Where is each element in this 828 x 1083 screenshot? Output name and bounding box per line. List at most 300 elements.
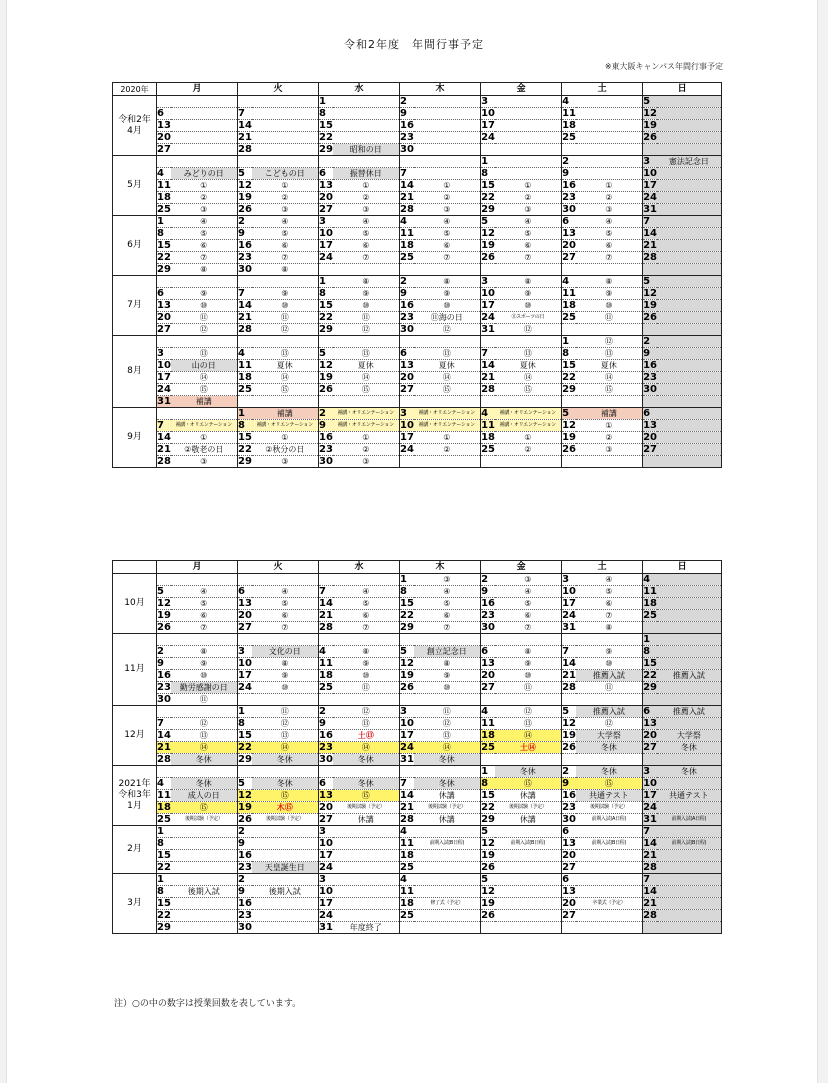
day-number-mon: 19: [157, 610, 171, 621]
day-number-fri: 12: [481, 228, 495, 239]
day-event-wed: 冬休: [333, 778, 400, 790]
day-event-wed: ⑤: [333, 598, 400, 610]
day-event-tue: ⑧: [252, 658, 319, 670]
day-event-fri: ①: [495, 432, 562, 444]
week-row: [113, 898, 722, 910]
day-event-thu: 夏休: [414, 360, 481, 372]
month-label: 令和3年: [118, 790, 151, 800]
day-event-fri: ⑨: [495, 288, 562, 300]
week-row: [113, 862, 722, 874]
day-number-tue: 19: [238, 192, 252, 203]
day-number-sat: 14: [562, 658, 576, 669]
day-number-wed: 25: [319, 682, 333, 693]
day-event-fri: ③: [495, 204, 562, 216]
day-event-sun: [657, 396, 722, 408]
year-header-cell: 2020年: [113, 83, 157, 96]
day-event-wed: ⑪: [333, 312, 400, 324]
day-event-sun: [657, 922, 722, 934]
header-wed: 水: [319, 83, 400, 96]
day-number-tue: [238, 276, 252, 288]
day-number-sat: 23: [562, 192, 576, 203]
day-event-thu: 休講: [414, 790, 481, 802]
day-event-fri: [495, 826, 562, 838]
day-number-tue: 8: [238, 420, 252, 432]
day-number-sat: 20: [562, 898, 576, 909]
day-number-fri: 9: [481, 586, 495, 598]
day-event-thu: ⑩: [414, 300, 481, 312]
day-event-sun: 冬休: [657, 742, 722, 754]
day-event-sat: ⑥: [576, 240, 643, 252]
day-number-fri: 7: [481, 348, 495, 360]
day-number-sun: 7: [643, 826, 657, 838]
day-number-fri: 28: [481, 384, 495, 395]
day-event-sun: [657, 288, 722, 300]
day-number-sun: [643, 622, 657, 634]
day-event-wed: [333, 132, 400, 144]
day-number-tue: 28: [238, 324, 252, 335]
day-event-sun: [657, 910, 722, 922]
day-event-sat: ⑮: [576, 384, 643, 396]
day-number-tue: 3: [238, 646, 252, 658]
day-event-sun: [657, 694, 722, 706]
day-event-sat: 卒業式（予定）: [576, 898, 643, 910]
day-event-sun: [657, 180, 722, 192]
day-event-sun: [657, 300, 722, 312]
day-number-mon: 20: [157, 132, 171, 143]
day-event-thu: ⑮: [414, 384, 481, 396]
day-number-sat: 29: [562, 384, 576, 395]
header-thu: 木: [400, 561, 481, 574]
week-row: [113, 814, 722, 826]
week-row: [113, 718, 722, 730]
day-number-sat: 16: [562, 180, 576, 191]
day-number-wed: 7: [319, 586, 333, 598]
day-event-sat: ⑭: [576, 372, 643, 384]
day-event-sat: ⑩: [576, 658, 643, 670]
day-number-mon: [157, 408, 171, 420]
day-number-sat: 2: [562, 156, 576, 168]
day-event-tue: ⑦: [252, 252, 319, 264]
day-event-thu: ⑨: [414, 670, 481, 682]
day-event-mon: ⑦: [171, 252, 238, 264]
year-header-cell: [113, 561, 157, 574]
day-event-sun: [657, 168, 722, 180]
day-event-tue: ⑫: [252, 324, 319, 336]
day-event-sun: 共通テスト: [657, 790, 722, 802]
day-number-wed: [319, 694, 333, 706]
day-number-fri: 3: [481, 96, 495, 108]
day-number-sun: 28: [643, 252, 657, 263]
day-number-sun: 3: [643, 766, 657, 778]
day-event-tue: [252, 766, 319, 778]
week-row: [113, 658, 722, 670]
day-event-sat: [576, 754, 643, 766]
day-event-tue: [252, 132, 319, 144]
day-number-wed: 16: [319, 432, 333, 443]
day-event-sat: ④: [576, 216, 643, 228]
day-event-mon: 後期入試: [171, 886, 238, 898]
day-event-thu: [414, 886, 481, 898]
day-number-sat: 9: [562, 778, 576, 790]
day-event-sun: [657, 682, 722, 694]
day-number-mon: 1: [157, 216, 171, 228]
week-row: [113, 586, 722, 598]
day-event-mon: [171, 898, 238, 910]
day-event-sun: [657, 862, 722, 874]
day-number-fri: 11: [481, 420, 495, 431]
day-number-sun: 19: [643, 120, 657, 131]
day-event-sat: [576, 456, 643, 468]
day-event-fri: ⑤: [495, 598, 562, 610]
day-number-sun: 13: [643, 420, 657, 431]
day-number-sun: 10: [643, 168, 657, 179]
day-number-fri: [481, 694, 495, 706]
day-number-sun: 27: [643, 742, 657, 753]
day-number-mon: 6: [157, 288, 171, 300]
day-event-sat: [576, 850, 643, 862]
day-number-fri: 14: [481, 360, 495, 371]
day-number-thu: 21: [400, 192, 414, 203]
day-event-tue: [252, 144, 319, 156]
day-number-thu: 14: [400, 180, 414, 191]
day-number-thu: 9: [400, 108, 414, 120]
day-number-fri: [481, 336, 495, 348]
day-event-sat: ④: [576, 574, 643, 586]
day-event-sun: [657, 658, 722, 670]
week-row: [113, 766, 722, 778]
day-event-wed: ⑨: [333, 288, 400, 300]
month-label: 7月: [127, 300, 142, 310]
day-event-thu: ②: [414, 192, 481, 204]
day-number-thu: 5: [400, 646, 414, 658]
day-event-wed: ⑧: [333, 646, 400, 658]
day-event-fri: [495, 922, 562, 934]
day-event-fri: ①: [495, 180, 562, 192]
day-event-tue: [252, 838, 319, 850]
day-number-thu: [400, 922, 414, 934]
day-number-sun: [643, 264, 657, 276]
day-number-fri: 1: [481, 156, 495, 168]
day-event-thu: 修了式（予定）: [414, 898, 481, 910]
day-number-wed: 11: [319, 658, 333, 669]
day-event-thu: [414, 120, 481, 132]
day-number-fri: 12: [481, 838, 495, 849]
day-event-wed: ④: [333, 586, 400, 598]
day-number-mon: 15: [157, 898, 171, 909]
day-number-sat: 18: [562, 120, 576, 131]
day-event-sun: 前期入試(B日程): [657, 838, 722, 850]
day-number-sun: 15: [643, 658, 657, 669]
day-event-mon: ③: [171, 456, 238, 468]
day-number-wed: 12: [319, 360, 333, 371]
day-event-tue: ⑮: [252, 384, 319, 396]
day-number-sun: 21: [643, 850, 657, 861]
month-label: 2月: [127, 844, 142, 854]
day-event-tue: ①: [252, 432, 319, 444]
day-event-fri: [495, 754, 562, 766]
day-number-thu: 22: [400, 610, 414, 621]
day-number-sat: [562, 754, 576, 766]
day-event-wed: [333, 396, 400, 408]
day-number-sun: 30: [643, 384, 657, 395]
day-event-thu: [414, 396, 481, 408]
day-number-thu: [400, 694, 414, 706]
day-number-mon: 23: [157, 682, 171, 693]
day-event-mon: 成人の日: [171, 790, 238, 802]
day-event-sat: [576, 886, 643, 898]
day-number-thu: 11: [400, 228, 414, 239]
day-number-sat: 20: [562, 240, 576, 251]
day-event-fri: ⑦: [495, 622, 562, 634]
day-event-thu: 冬休: [414, 778, 481, 790]
week-row: [113, 132, 722, 144]
day-number-wed: 8: [319, 108, 333, 120]
day-number-tue: 22: [238, 742, 252, 753]
day-event-mon: ②: [171, 192, 238, 204]
day-event-mon: [171, 96, 238, 108]
month-label-cell: [113, 276, 157, 336]
day-event-tue: ⑤: [252, 598, 319, 610]
day-event-thu: [414, 862, 481, 874]
day-event-mon: [171, 144, 238, 156]
month-label-cell: [113, 336, 157, 408]
day-number-thu: 4: [400, 216, 414, 228]
day-number-fri: 10: [481, 288, 495, 299]
day-event-wed: ②: [333, 192, 400, 204]
day-number-tue: 23: [238, 862, 252, 873]
day-event-tue: 文化の日: [252, 646, 319, 658]
day-event-fri: ⑬: [495, 718, 562, 730]
day-number-sat: 3: [562, 574, 576, 586]
day-number-mon: 18: [157, 802, 171, 813]
week-row: [113, 408, 722, 420]
week-row: [113, 372, 722, 384]
day-event-thu: ①: [414, 180, 481, 192]
day-number-sat: [562, 694, 576, 706]
day-number-mon: [157, 156, 171, 168]
day-event-sun: [657, 886, 722, 898]
day-number-sun: 22: [643, 670, 657, 681]
day-event-mon: [171, 910, 238, 922]
day-number-tue: 26: [238, 814, 252, 825]
day-event-fri: ④: [495, 586, 562, 598]
day-number-mon: 7: [157, 718, 171, 730]
day-event-sun: [657, 348, 722, 360]
day-number-fri: 15: [481, 180, 495, 191]
day-event-fri: [495, 336, 562, 348]
day-number-mon: 8: [157, 886, 171, 898]
day-number-wed: 15: [319, 120, 333, 131]
day-number-sun: 21: [643, 240, 657, 251]
week-row: [113, 336, 722, 348]
week-row: [113, 216, 722, 228]
day-number-sat: 27: [562, 252, 576, 263]
day-event-mon: ⑦: [171, 622, 238, 634]
day-number-thu: 20: [400, 372, 414, 383]
day-number-fri: 19: [481, 898, 495, 909]
day-number-tue: 4: [238, 348, 252, 360]
day-number-tue: 23: [238, 252, 252, 263]
day-number-fri: 10: [481, 108, 495, 119]
day-event-sun: 大学祭: [657, 730, 722, 742]
day-number-thu: 10: [400, 420, 414, 431]
day-event-tue: ④: [252, 586, 319, 598]
day-event-sat: ⑪: [576, 682, 643, 694]
day-event-wed: ⑬: [333, 348, 400, 360]
day-event-wed: ⑭: [333, 372, 400, 384]
day-number-wed: 14: [319, 598, 333, 609]
day-number-sun: 26: [643, 312, 657, 323]
week-row: [113, 574, 722, 586]
month-label: 2021年: [118, 779, 151, 789]
day-event-sun: [657, 574, 722, 586]
day-number-mon: 29: [157, 922, 171, 933]
day-event-sat: ②: [576, 192, 643, 204]
day-number-tue: [238, 96, 252, 108]
week-row: [113, 850, 722, 862]
day-number-thu: 10: [400, 718, 414, 729]
day-event-sat: ⑩: [576, 300, 643, 312]
day-number-sun: 14: [643, 228, 657, 239]
day-event-mon: ⑭: [171, 372, 238, 384]
week-row: [113, 646, 722, 658]
table-header-row: [113, 561, 722, 574]
day-number-fri: 23: [481, 610, 495, 621]
day-number-sat: 16: [562, 790, 576, 801]
day-event-wed: ⑥: [333, 610, 400, 622]
week-row: [113, 228, 722, 240]
day-number-tue: 30: [238, 922, 252, 933]
day-event-wed: ⑩: [333, 300, 400, 312]
day-event-sat: [576, 108, 643, 120]
day-event-tue: ⑥: [252, 610, 319, 622]
day-number-sun: 17: [643, 180, 657, 191]
day-number-mon: 22: [157, 252, 171, 263]
day-number-tue: 1: [238, 408, 252, 420]
day-number-fri: [481, 396, 495, 408]
day-number-mon: 4: [157, 778, 171, 790]
day-event-thu: ⑬: [414, 730, 481, 742]
day-event-sat: ⑫: [576, 718, 643, 730]
day-event-wed: ⑮: [333, 384, 400, 396]
day-event-mon: ⑤: [171, 598, 238, 610]
day-event-wed: [333, 108, 400, 120]
day-number-tue: [238, 694, 252, 706]
month-label: 11月: [124, 664, 145, 674]
day-number-tue: 7: [238, 288, 252, 300]
day-number-tue: 16: [238, 850, 252, 861]
day-event-mon: ⑧: [171, 264, 238, 276]
day-number-wed: 3: [319, 874, 333, 886]
day-event-mon: 補講: [171, 396, 238, 408]
day-event-fri: [495, 132, 562, 144]
day-number-mon: [157, 634, 171, 646]
day-number-wed: 22: [319, 132, 333, 143]
day-event-sat: ⑮: [576, 778, 643, 790]
day-number-sat: 7: [562, 646, 576, 658]
day-event-sat: ⑦: [576, 252, 643, 264]
day-event-tue: ⑧: [252, 264, 319, 276]
day-number-fri: 19: [481, 240, 495, 251]
day-event-thu: ③: [414, 204, 481, 216]
day-number-tue: 28: [238, 144, 252, 155]
day-number-fri: [481, 754, 495, 766]
day-event-sun: [657, 634, 722, 646]
day-event-wed: [333, 874, 400, 886]
day-number-thu: [400, 264, 414, 276]
day-event-mon: ⑧: [171, 646, 238, 658]
day-event-tue: 木⑮: [252, 802, 319, 814]
day-event-thu: [414, 634, 481, 646]
day-event-sat: [576, 910, 643, 922]
header-tue: 火: [238, 561, 319, 574]
day-number-thu: 1: [400, 574, 414, 586]
day-event-sun: [657, 276, 722, 288]
day-event-thu: [414, 874, 481, 886]
week-row: [113, 706, 722, 718]
day-event-sat: 推薦入試: [576, 706, 643, 718]
day-event-wed: ⑫: [333, 324, 400, 336]
day-event-fri: ⑦: [495, 252, 562, 264]
day-event-wed: 土⑬: [333, 730, 400, 742]
day-number-tue: 21: [238, 312, 252, 323]
day-number-tue: 5: [238, 168, 252, 180]
day-event-sat: ⑬: [576, 348, 643, 360]
day-number-fri: 17: [481, 300, 495, 311]
day-number-sun: 7: [643, 216, 657, 228]
day-number-mon: [157, 96, 171, 108]
week-row: [113, 922, 722, 934]
day-number-wed: 17: [319, 240, 333, 251]
day-number-tue: 9: [238, 228, 252, 240]
month-label: 3月: [127, 898, 142, 908]
day-number-wed: 9: [319, 420, 333, 432]
day-event-mon: [171, 574, 238, 586]
day-event-wed: 休講: [333, 814, 400, 826]
day-event-sat: ⑧: [576, 276, 643, 288]
day-number-sun: 4: [643, 574, 657, 586]
month-label-cell: [113, 634, 157, 706]
day-event-tue: こどもの日: [252, 168, 319, 180]
day-number-wed: [319, 574, 333, 586]
day-number-sun: 28: [643, 862, 657, 873]
day-number-thu: 11: [400, 838, 414, 849]
day-event-sat: 後期試験（予定）: [576, 802, 643, 814]
day-number-fri: 29: [481, 204, 495, 215]
day-number-thu: 14: [400, 790, 414, 801]
footnote: 注）○の中の数字は授業回数を表しています。: [114, 999, 302, 1009]
day-event-thu: ⑪海の日: [414, 312, 481, 324]
day-event-wed: ⑧: [333, 276, 400, 288]
day-number-sun: [643, 694, 657, 706]
week-row: [113, 168, 722, 180]
day-number-tue: 15: [238, 432, 252, 443]
month-label: 12月: [124, 730, 145, 740]
day-number-sat: 30: [562, 814, 576, 825]
day-number-tue: 18: [238, 372, 252, 383]
day-number-mon: 21: [157, 444, 171, 455]
day-event-fri: [495, 886, 562, 898]
day-number-wed: 9: [319, 718, 333, 730]
day-event-tue: [252, 336, 319, 348]
day-number-thu: 18: [400, 240, 414, 251]
day-number-wed: 3: [319, 216, 333, 228]
day-event-thu: 後期試験（予定）: [414, 802, 481, 814]
day-event-thu: ⑧: [414, 276, 481, 288]
day-event-wed: ⑪: [333, 682, 400, 694]
day-number-wed: 6: [319, 168, 333, 180]
week-row: [113, 778, 722, 790]
